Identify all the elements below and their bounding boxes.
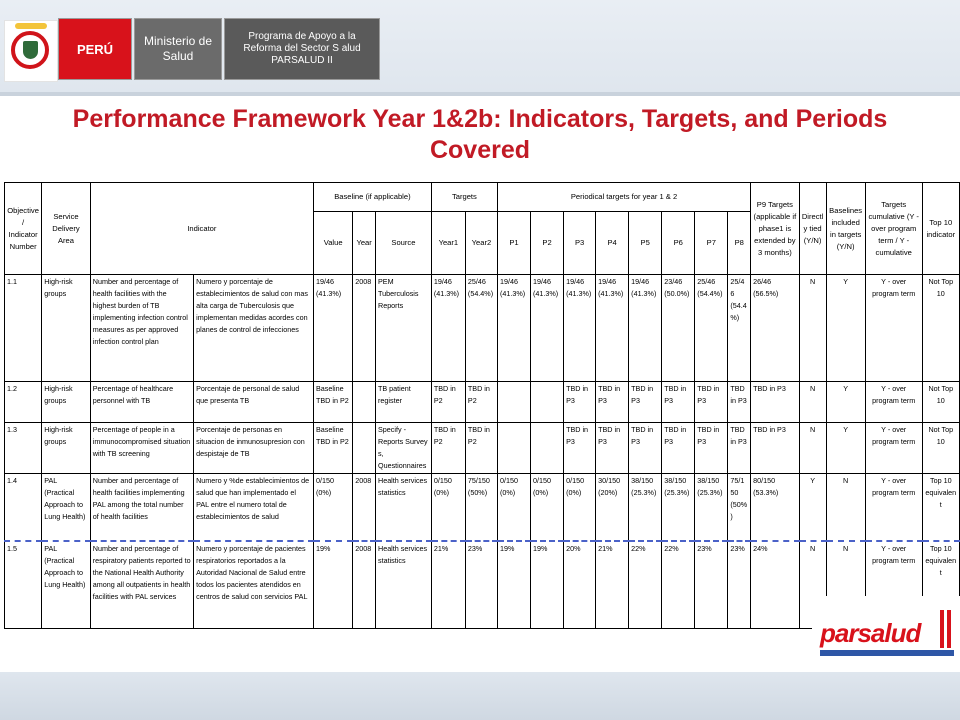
- col-source: Source: [376, 212, 432, 275]
- cell-num: 1.1: [5, 275, 42, 382]
- cell-tied: N: [799, 275, 826, 382]
- cell-cumulative: Y - over program term: [865, 423, 922, 474]
- cell-cumulative: Y - over program term: [865, 474, 922, 542]
- peru-coat-of-arms-icon: [4, 20, 58, 82]
- cell-p4: 30/150 (20%): [596, 474, 629, 542]
- table-row: [5, 275, 960, 382]
- cell-year1: TBD in P2: [431, 382, 465, 423]
- col-p5: P5: [629, 212, 662, 275]
- col-p1: P1: [497, 212, 530, 275]
- peru-label: PERÚ: [58, 18, 132, 80]
- parsalud-logo-bars-icon: [940, 610, 954, 648]
- slide-title: Performance Framework Year 1&2b: Indicators, Targets, and Periods Covered: [72, 105, 888, 164]
- col-baselines-included: Baselines included in targets (Y/N): [826, 183, 865, 275]
- cell-p4: TBD in P3: [596, 382, 629, 423]
- cell-p8: TBD in P3: [728, 382, 751, 423]
- cell-p3: TBD in P3: [564, 423, 596, 474]
- cell-year2: 75/150 (50%): [465, 474, 497, 542]
- cell-num: 1.5: [5, 541, 42, 629]
- table-header-row-1: [5, 183, 960, 212]
- cell-year: 2008: [353, 275, 376, 382]
- col-targets-cumulative: Targets cumulative (Y - over program term / Y - cumulative: [865, 183, 922, 275]
- cell-indicator-es: Numero y porcentaje de establecimientos de salud con mas alta carga de Tuberculosis que implementan medidas acordes con planes de control de infecciones: [194, 275, 314, 382]
- cell-included: Y: [826, 423, 865, 474]
- cell-value: 19/46 (41.3%): [314, 275, 353, 382]
- program-label: Programa de Apoyo a la Reforma del Sector S alud PARSALUD II: [224, 18, 380, 80]
- cell-num: 1.2: [5, 382, 42, 423]
- cell-area: PAL (Practical Approach to Lung Health): [42, 474, 91, 542]
- cell-p6: 38/150 (25.3%): [662, 474, 695, 542]
- parsalud-logo-underline: [820, 650, 954, 656]
- cell-p7: TBD in P3: [695, 423, 728, 474]
- col-top10: Top 10 indicator: [922, 183, 959, 275]
- cell-value: Baseline TBD in P2: [314, 382, 353, 423]
- cell-year1: 19/46 (41.3%): [431, 275, 465, 382]
- cell-source: Specify - Reports Survey s, Questionnaires: [376, 423, 432, 474]
- cell-p2: [531, 382, 564, 423]
- cell-top10: Top 10 equivalent: [922, 474, 959, 542]
- cell-p6: TBD in P3: [662, 423, 695, 474]
- cell-area: High-risk groups: [42, 275, 91, 382]
- cell-indicator-en: Number and percentage of health facilities with the highest burden of TB implementing infection control measures as per approved infection control plan: [90, 275, 193, 382]
- cell-year: [353, 423, 376, 474]
- cell-included: Y: [826, 275, 865, 382]
- cell-indicator-en: Percentage of healthcare personnel with TB: [90, 382, 193, 423]
- col-year1: Year1: [431, 212, 465, 275]
- cell-source: TB patient register: [376, 382, 432, 423]
- performance-table: [4, 182, 960, 629]
- cell-p8: 75/150 (50%): [728, 474, 751, 542]
- cell-year1: 21%: [431, 541, 465, 629]
- cell-p9: TBD in P3: [751, 423, 800, 474]
- col-directly-tied: Directly tied (Y/N): [799, 183, 826, 275]
- col-baseline: Baseline (if applicable): [314, 183, 432, 212]
- cell-included: N: [826, 541, 865, 629]
- col-p7: P7: [695, 212, 728, 275]
- cell-year1: 0/150 (0%): [431, 474, 465, 542]
- cell-source: PEM Tuberculosis Reports: [376, 275, 432, 382]
- cell-p2: 0/150 (0%): [531, 474, 564, 542]
- cell-p4: TBD in P3: [596, 423, 629, 474]
- cell-year: 2008: [353, 541, 376, 629]
- cell-p9: 80/150 (53.3%): [751, 474, 800, 542]
- cell-p3: TBD in P3: [564, 382, 596, 423]
- cell-indicator-es: Porcentaje de personal de salud que presenta TB: [194, 382, 314, 423]
- cell-year2: 25/46 (54.4%): [465, 275, 497, 382]
- cell-value: 19%: [314, 541, 353, 629]
- cell-p5: 19/46 (41.3%): [629, 275, 662, 382]
- cell-tied: Y: [799, 474, 826, 542]
- cell-included: N: [826, 474, 865, 542]
- cell-p7: 38/150 (25.3%): [695, 474, 728, 542]
- col-p2: P2: [531, 212, 564, 275]
- cell-indicator-es: Numero y %de establecimientos de salud que han implementado el PAL entre el numero total de establecimientos de salud: [194, 474, 314, 542]
- col-value: Value: [314, 212, 353, 275]
- cell-p5: 22%: [629, 541, 662, 629]
- cell-indicator-es: Porcentaje de personas en situacion de inmunosupresion con despistaje de TB: [194, 423, 314, 474]
- cell-year2: TBD in P2: [465, 382, 497, 423]
- col-p6: P6: [662, 212, 695, 275]
- col-year2: Year2: [465, 212, 497, 275]
- col-objective: Objective / Indicator Number: [5, 183, 42, 275]
- cell-top10: Not Top 10: [922, 382, 959, 423]
- cell-year1: TBD in P2: [431, 423, 465, 474]
- cell-p5: 38/150 (25.3%): [629, 474, 662, 542]
- cell-p1: 19%: [497, 541, 530, 629]
- cell-p2: 19/46 (41.3%): [531, 275, 564, 382]
- cell-source: Health services statistics: [376, 541, 432, 629]
- cell-top10: Top 10 equivalent: [922, 541, 959, 629]
- cell-top10: Not Top 10: [922, 423, 959, 474]
- cell-included: Y: [826, 382, 865, 423]
- cell-area: High-risk groups: [42, 423, 91, 474]
- col-p3: P3: [564, 212, 596, 275]
- cell-source: Health services statistics: [376, 474, 432, 542]
- cell-num: 1.3: [5, 423, 42, 474]
- col-p9-targets: P9 Targets (applicable if phase1 is extended by 3 months): [751, 183, 800, 275]
- cell-top10: Not Top 10: [922, 275, 959, 382]
- cell-indicator-en: Percentage of people in a immunocompromised situation with TB screening: [90, 423, 193, 474]
- cell-indicator-es: Numero y porcentaje de pacientes respiratorios reportados a la Autoridad Nacional de Salud entre todos los pacientes atendidos en centros de salud con servicios PAL: [194, 541, 314, 629]
- cell-tied: N: [799, 382, 826, 423]
- col-periodical-targets: Periodical targets for year 1 & 2: [497, 183, 750, 212]
- cell-year2: TBD in P2: [465, 423, 497, 474]
- cell-p8: TBD in P3: [728, 423, 751, 474]
- cell-p9: 24%: [751, 541, 800, 629]
- col-p8: P8: [728, 212, 751, 275]
- cell-year2: 23%: [465, 541, 497, 629]
- cell-p6: 22%: [662, 541, 695, 629]
- cell-tied: N: [799, 541, 826, 629]
- cell-p2: 19%: [531, 541, 564, 629]
- cell-area: PAL (Practical Approach to Lung Health): [42, 541, 91, 629]
- cell-p4: 21%: [596, 541, 629, 629]
- table-row: [5, 474, 960, 542]
- parsalud-logo: [812, 596, 960, 670]
- cell-p4: 19/46 (41.3%): [596, 275, 629, 382]
- cell-p6: TBD in P3: [662, 382, 695, 423]
- cell-p1: [497, 382, 530, 423]
- col-targets: Targets: [431, 183, 497, 212]
- cell-tied: N: [799, 423, 826, 474]
- cell-p2: [531, 423, 564, 474]
- cell-year: 2008: [353, 474, 376, 542]
- ministry-label: Ministerio de Salud: [134, 18, 222, 80]
- cell-p5: TBD in P3: [629, 382, 662, 423]
- cell-p1: [497, 423, 530, 474]
- cell-p3: 0/150 (0%): [564, 474, 596, 542]
- table-row: [5, 382, 960, 423]
- cell-p9: 26/46 (56.5%): [751, 275, 800, 382]
- footer-band: [0, 672, 960, 720]
- cell-cumulative: Y - over program term: [865, 382, 922, 423]
- cell-indicator-en: Number and percentage of health facilities implementing PAL among the total number of health facilities: [90, 474, 193, 542]
- cell-indicator-en: Number and percentage of respiratory patients reported to the National Health Authority among all outpatients in health facilities with PAL services: [90, 541, 193, 629]
- cell-p6: 23/46 (50.0%): [662, 275, 695, 382]
- col-indicator: Indicator: [90, 183, 313, 275]
- cell-area: High-risk groups: [42, 382, 91, 423]
- header-divider: [0, 92, 960, 96]
- cell-value: Baseline TBD in P2: [314, 423, 353, 474]
- cell-value: 0/150 (0%): [314, 474, 353, 542]
- cell-p5: TBD in P3: [629, 423, 662, 474]
- table-row: [5, 423, 960, 474]
- col-year: Year: [353, 212, 376, 275]
- cell-p9: TBD in P3: [751, 382, 800, 423]
- cell-num: 1.4: [5, 474, 42, 542]
- cell-p3: 19/46 (41.3%): [564, 275, 596, 382]
- parsalud-logo-text: parsalud: [820, 618, 921, 648]
- col-service-area: Service Delivery Area: [42, 183, 91, 275]
- cell-p8: 23%: [728, 541, 751, 629]
- header-bar: [0, 0, 960, 96]
- cell-p8: 25/46 (54.4%): [728, 275, 751, 382]
- cell-cumulative: Y - over program term: [865, 541, 922, 629]
- cell-p7: TBD in P3: [695, 382, 728, 423]
- cell-cumulative: Y - over program term: [865, 275, 922, 382]
- cell-p7: 25/46 (54.4%): [695, 275, 728, 382]
- col-p4: P4: [596, 212, 629, 275]
- cell-p3: 20%: [564, 541, 596, 629]
- cell-p1: 0/150 (0%): [497, 474, 530, 542]
- cell-year: [353, 382, 376, 423]
- cell-p1: 19/46 (41.3%): [497, 275, 530, 382]
- cell-p7: 23%: [695, 541, 728, 629]
